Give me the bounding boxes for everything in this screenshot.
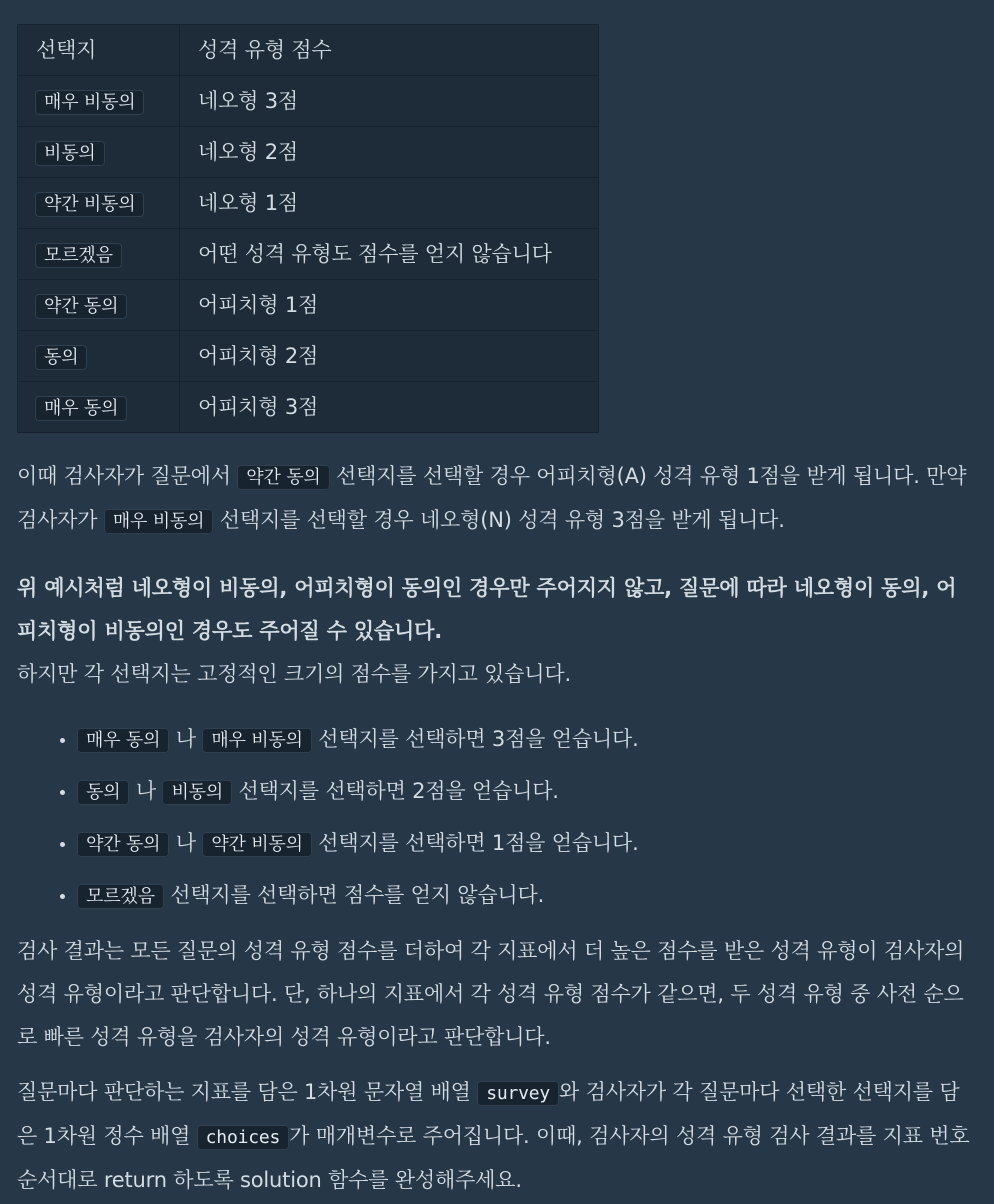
table-row	[18, 382, 599, 433]
inline-code: 비동의	[162, 780, 232, 805]
table-row	[18, 331, 599, 382]
table-row	[18, 229, 599, 280]
choice-code: 비동의	[35, 141, 105, 166]
inline-code: 약간 동의	[77, 832, 169, 857]
score-cell: 어떤 성격 유형도 점수를 얻지 않습니다	[180, 229, 599, 280]
inline-code-choices: choices	[197, 1125, 289, 1150]
score-cell: 어피치형 2점	[180, 331, 599, 382]
score-cell: 어피치형 3점	[180, 382, 599, 433]
inline-code: 매우 비동의	[202, 728, 311, 753]
header-choice: 선택지	[18, 25, 180, 76]
choice-code: 매우 동의	[35, 396, 127, 421]
inline-code: 모르겠음	[77, 884, 164, 909]
paragraph-bold-note: 위 예시처럼 네오형이 비동의, 어피치형이 동의인 경우만 주어지지 않고, 질문에 따라 네오형이 동의, 어피치형이 비동의인 경우도 주어질 수 있습니다.	[17, 576, 957, 643]
inline-code-survey: survey	[477, 1081, 559, 1106]
inline-code: 약간 동의	[237, 465, 329, 490]
inline-code: 매우 비동의	[104, 509, 213, 534]
header-score: 성격 유형 점수	[180, 25, 599, 76]
inline-code: 동의	[77, 780, 129, 805]
score-cell: 어피치형 1점	[180, 280, 599, 331]
list-item: • 매우 동의 나 매우 비동의 선택지를 선택하면 3점을 얻습니다.	[77, 714, 970, 766]
table-row	[18, 127, 599, 178]
score-table	[17, 24, 599, 433]
list-item: • 동의 나 비동의 선택지를 선택하면 2점을 얻습니다.	[77, 766, 970, 818]
list-item: • 모르겠음 선택지를 선택하면 점수를 얻지 않습니다.	[77, 870, 970, 922]
inline-code: 매우 동의	[77, 728, 169, 753]
choice-code: 모르겠음	[35, 243, 122, 268]
inline-code: 약간 비동의	[202, 832, 311, 857]
table-header-row	[18, 25, 599, 76]
paragraph-fixed-score: 하지만 각 선택지는 고정적인 크기의 점수를 가지고 있습니다.	[17, 662, 571, 686]
choice-code: 동의	[35, 345, 87, 370]
choice-code: 약간 비동의	[35, 192, 144, 217]
choice-code: 매우 비동의	[35, 90, 144, 115]
score-cell: 네오형 3점	[180, 76, 599, 127]
table-row	[18, 178, 599, 229]
paragraph-result-rule: 검사 결과는 모든 질문의 성격 유형 점수를 더하여 각 지표에서 더 높은 점수를 받은 성격 유형이 검사자의 성격 유형이라고 판단합니다. 단, 하나의 지표에서 각 성격 유형 점수가 같으면, 두 성격 유형 중 사전 순으로 빠른 성격 유형을 검사자의 성격 유형이라고 판단합니다.	[17, 939, 965, 1049]
paragraph-example: 이때 검사자가 질문에서 약간 동의 선택지를 선택할 경우 어피치형(A) 성격 유형 1점을 받게 됩니다. 만약 검사자가 매우 비동의 선택지를 선택할 경우 네오형(N) 성격 유형 3점을 받게 됩니다.	[17, 464, 967, 532]
list-item: • 약간 동의 나 약간 비동의 선택지를 선택하면 1점을 얻습니다.	[77, 818, 970, 870]
paragraph-task: 질문마다 판단하는 지표를 담은 1차원 문자열 배열 survey 와 검사자가 각 질문마다 선택한 선택지를 담은 1차원 정수 배열 choices 가 매개변수로 주어집니다. 이때, 검사자의 성격 유형 검사 결과를 지표 번호 순서대로 return 하도록 solution 함수를 완성해주세요.	[17, 1080, 970, 1192]
score-cell: 네오형 2점	[180, 127, 599, 178]
score-bullet-list	[17, 714, 970, 922]
choice-code: 약간 동의	[35, 294, 127, 319]
score-cell: 네오형 1점	[180, 178, 599, 229]
table-row	[18, 280, 599, 331]
table-row	[18, 76, 599, 127]
